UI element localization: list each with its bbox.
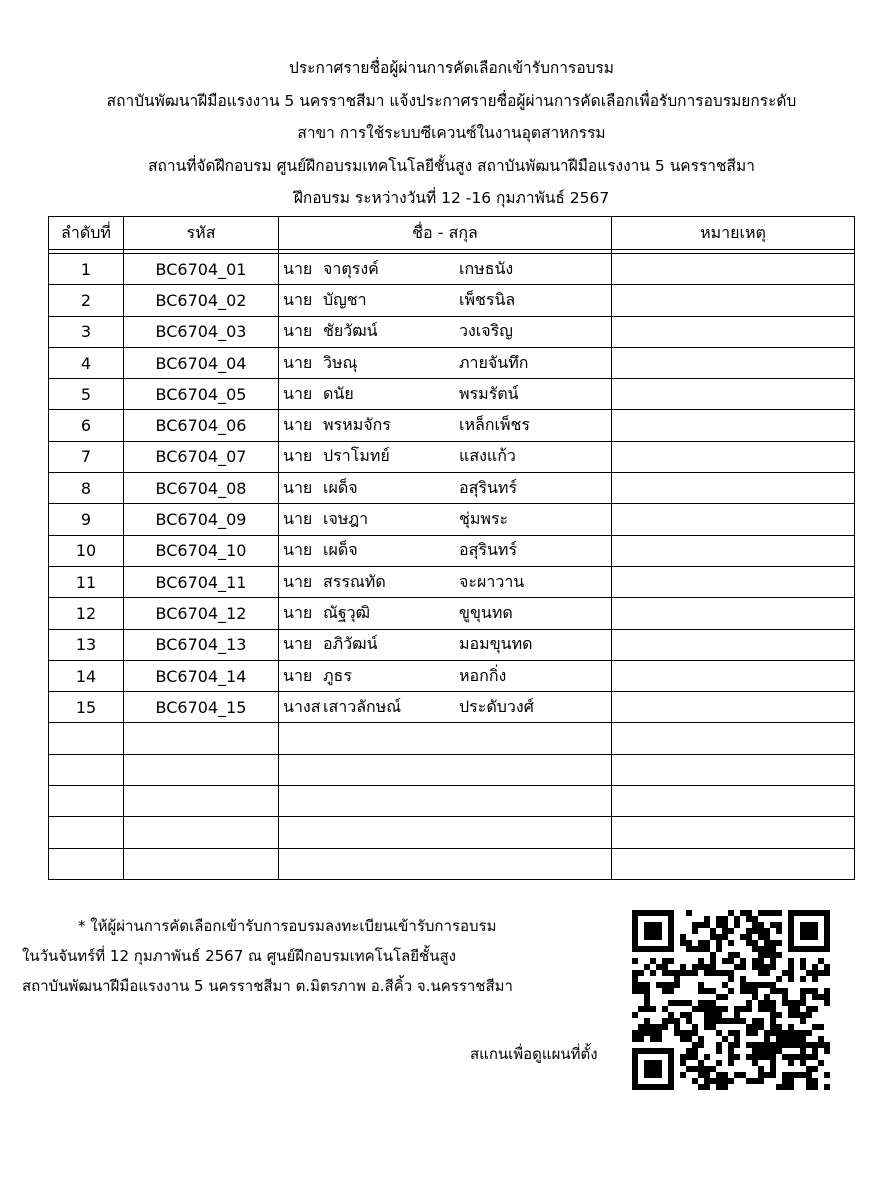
- row-number: 7: [49, 441, 124, 472]
- last-name: หอกกิ่ง: [459, 665, 507, 685]
- first-name: ภูธร: [323, 665, 352, 685]
- table-row: [49, 566, 855, 597]
- qr-scan-label: สแกนเพื่อดูแผนที่ตั้ง: [470, 1045, 598, 1063]
- row-number: 12: [49, 598, 124, 629]
- empty-cell: [49, 786, 124, 817]
- first-name: ชัยวัฒน์: [323, 321, 378, 341]
- last-name: เพ็ชรนิล: [459, 289, 516, 309]
- first-name: เผด็จ: [323, 540, 358, 560]
- first-name: เผด็จ: [323, 477, 358, 497]
- participant-name: [279, 629, 612, 660]
- table-header-row: [49, 217, 855, 250]
- first-name: อภิวัฒน์: [323, 634, 378, 654]
- participant-name: [279, 254, 612, 285]
- note-line-3: สถาบันพัฒนาฝีมือแรงงาน 5 นครราชสีมา ต.มิตรภาพ อ.สีคิ้ว จ.นครราชสีมา: [22, 977, 513, 995]
- first-name: เจษฎา: [323, 509, 369, 529]
- header-venue: สถานที่จัดฝึกอบรม ศูนย์ฝึกอบรมเทคโนโลยีชั้นสูง สถาบันพัฒนาฝีมือแรงงาน 5 นครราชสีมา: [148, 156, 755, 175]
- name-prefix: นาย: [283, 509, 313, 529]
- name-prefix: นาย: [283, 289, 313, 309]
- last-name: เกษธนัง: [459, 258, 514, 278]
- header-dates: ฝึกอบรม ระหว่างวันที่ 12 -16 กุมภาพันธ์ 2567: [293, 189, 610, 207]
- remark-cell: [612, 441, 855, 472]
- last-name: อสุรินทร์: [459, 477, 518, 497]
- table-body: [49, 250, 855, 880]
- remark-cell: [612, 379, 855, 410]
- remark-cell: [612, 347, 855, 378]
- participant-code: BC6704_13: [124, 629, 279, 660]
- name-prefix: นาย: [283, 571, 313, 591]
- table-row: [49, 441, 855, 472]
- name-prefix: นาย: [283, 352, 313, 372]
- table-row: [49, 254, 855, 285]
- participant-name: [279, 692, 612, 723]
- remark-cell: [612, 566, 855, 597]
- empty-cell: [612, 817, 855, 848]
- first-name: เสาวลักษณ์: [323, 696, 402, 716]
- participant-name: [279, 598, 612, 629]
- empty-cell: [49, 723, 124, 754]
- table-row: [49, 347, 855, 378]
- empty-cell: [49, 817, 124, 848]
- note-line-2: ในวันจันทร์ที่ 12 กุมภาพันธ์ 2567 ณ ศูนย์ฝึกอบรมเทคโนโลยีชั้นสูง: [22, 947, 456, 965]
- table-row: [49, 285, 855, 316]
- last-name: เหล็กเพ็ชร: [459, 415, 530, 435]
- participant-code: BC6704_07: [124, 441, 279, 472]
- name-prefix: นาย: [283, 540, 313, 560]
- name-prefix: นาย: [283, 321, 313, 341]
- participant-code: BC6704_10: [124, 535, 279, 566]
- remark-cell: [612, 504, 855, 535]
- table-row: [49, 410, 855, 441]
- column-header-name: ชื่อ - สกุล: [279, 217, 612, 250]
- table-row: [49, 692, 855, 723]
- row-number: 2: [49, 285, 124, 316]
- empty-cell: [124, 723, 279, 754]
- first-name: ปราโมทย์: [323, 446, 390, 466]
- first-name: บัญชา: [323, 289, 367, 309]
- table-row: [49, 316, 855, 347]
- empty-cell: [49, 848, 124, 879]
- name-prefix: นาย: [283, 477, 313, 497]
- participant-code: BC6704_05: [124, 379, 279, 410]
- participant-name: [279, 347, 612, 378]
- participant-code: BC6704_11: [124, 566, 279, 597]
- table-row: [49, 660, 855, 691]
- name-prefix: นางส: [283, 696, 321, 716]
- first-name: ณัฐวุฒิ: [323, 602, 371, 622]
- remark-cell: [612, 692, 855, 723]
- empty-cell: [279, 786, 612, 817]
- row-number: 1: [49, 254, 124, 285]
- name-prefix: นาย: [283, 415, 313, 435]
- row-number: 9: [49, 504, 124, 535]
- table-row: [49, 473, 855, 504]
- table-row: [49, 535, 855, 566]
- empty-cell: [279, 723, 612, 754]
- name-prefix: นาย: [283, 383, 313, 403]
- name-prefix: นาย: [283, 602, 313, 622]
- name-prefix: นาย: [283, 446, 313, 466]
- participant-table: [48, 216, 855, 880]
- name-prefix: นาย: [283, 665, 313, 685]
- participant-name: [279, 410, 612, 441]
- table-row-empty: [49, 723, 855, 754]
- row-number: 10: [49, 535, 124, 566]
- name-prefix: นาย: [283, 258, 313, 278]
- table-row: [49, 598, 855, 629]
- last-name: ชุ่มพระ: [459, 509, 509, 529]
- last-name: มอมขุนทด: [459, 634, 533, 654]
- participant-name: [279, 285, 612, 316]
- participant-code: BC6704_02: [124, 285, 279, 316]
- header-course: สาขา การใช้ระบบซีเควนซ์ในงานอุตสาหกรรม: [297, 124, 606, 142]
- last-name: ภายจันทึก: [459, 352, 529, 372]
- last-name: ประดับวงศ์: [459, 696, 534, 716]
- table-row: [49, 379, 855, 410]
- column-header-no: ลำดับที่: [49, 217, 124, 250]
- column-header-remark: หมายเหตุ: [612, 217, 855, 250]
- header-title: ประกาศรายชื่อผู้ผ่านการคัดเลือกเข้ารับการอบรม: [288, 59, 615, 77]
- table-row-empty: [49, 754, 855, 785]
- first-name: จาตุรงค์: [323, 258, 379, 278]
- table-row-empty: [49, 848, 855, 879]
- participant-code: BC6704_08: [124, 473, 279, 504]
- remark-cell: [612, 473, 855, 504]
- empty-cell: [612, 754, 855, 785]
- last-name: วงเจริญ: [459, 321, 513, 341]
- empty-cell: [612, 786, 855, 817]
- participant-code: BC6704_12: [124, 598, 279, 629]
- participant-code: BC6704_09: [124, 504, 279, 535]
- empty-cell: [49, 754, 124, 785]
- remark-cell: [612, 660, 855, 691]
- table-row-empty: [49, 786, 855, 817]
- first-name: สรรณทัด: [323, 571, 386, 591]
- column-header-code: รหัส: [124, 217, 279, 250]
- participant-code: BC6704_04: [124, 347, 279, 378]
- empty-cell: [279, 754, 612, 785]
- participant-name: [279, 566, 612, 597]
- empty-cell: [279, 817, 612, 848]
- table-row: [49, 504, 855, 535]
- participant-name: [279, 473, 612, 504]
- participant-name: [279, 535, 612, 566]
- empty-cell: [124, 786, 279, 817]
- qr-code-icon[interactable]: [632, 910, 830, 1090]
- table-row: [49, 629, 855, 660]
- first-name: พรหมจักร: [323, 415, 391, 435]
- empty-cell: [612, 723, 855, 754]
- participant-name: [279, 379, 612, 410]
- row-number: 3: [49, 316, 124, 347]
- last-name: แสงแก้ว: [459, 446, 516, 466]
- empty-cell: [124, 817, 279, 848]
- row-number: 8: [49, 473, 124, 504]
- row-number: 13: [49, 629, 124, 660]
- row-number: 11: [49, 566, 124, 597]
- last-name: ขูขุนทด: [459, 602, 513, 622]
- first-name: ดนัย: [323, 383, 354, 403]
- last-name: พรมรัตน์: [459, 383, 519, 403]
- row-number: 5: [49, 379, 124, 410]
- row-number: 14: [49, 660, 124, 691]
- participant-code: BC6704_06: [124, 410, 279, 441]
- participant-code: BC6704_03: [124, 316, 279, 347]
- name-prefix: นาย: [283, 634, 313, 654]
- remark-cell: [612, 285, 855, 316]
- first-name: วิษณุ: [323, 352, 358, 372]
- empty-cell: [279, 848, 612, 879]
- participant-code: BC6704_01: [124, 254, 279, 285]
- participant-name: [279, 316, 612, 347]
- announcement-header: [0, 52, 873, 215]
- participant-code: BC6704_15: [124, 692, 279, 723]
- participant-name: [279, 660, 612, 691]
- header-institute: สถาบันพัฒนาฝีมือแรงงาน 5 นครราชสีมา แจ้งประกาศรายชื่อผู้ผ่านการคัดเลือกเพื่อรับการอบรมยกระดับ: [106, 91, 797, 110]
- registration-note: [18, 911, 578, 1001]
- remark-cell: [612, 535, 855, 566]
- remark-cell: [612, 629, 855, 660]
- participant-name: [279, 441, 612, 472]
- participant-name: [279, 504, 612, 535]
- remark-cell: [612, 598, 855, 629]
- remark-cell: [612, 316, 855, 347]
- row-number: 4: [49, 347, 124, 378]
- table-row-empty: [49, 817, 855, 848]
- empty-cell: [612, 848, 855, 879]
- remark-cell: [612, 254, 855, 285]
- last-name: จะผาวาน: [459, 571, 525, 591]
- empty-cell: [124, 848, 279, 879]
- remark-cell: [612, 410, 855, 441]
- row-number: 6: [49, 410, 124, 441]
- note-line-1: * ให้ผู้ผ่านการคัดเลือกเข้ารับการอบรมลงทะเบียนเข้ารับการอบรม: [78, 917, 497, 935]
- participant-code: BC6704_14: [124, 660, 279, 691]
- last-name: อสุรินทร์: [459, 540, 518, 560]
- empty-cell: [124, 754, 279, 785]
- row-number: 15: [49, 692, 124, 723]
